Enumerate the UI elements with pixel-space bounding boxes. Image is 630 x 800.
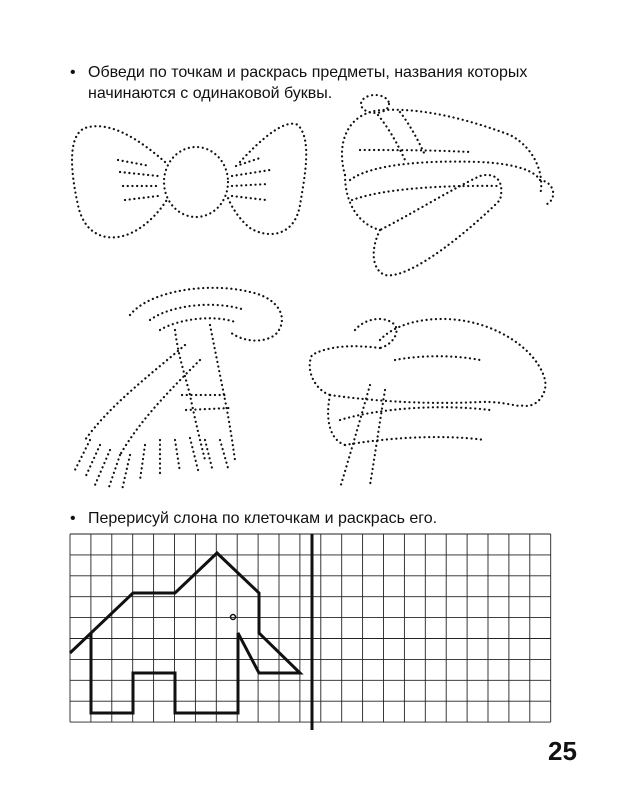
bullet: •	[70, 64, 76, 81]
elephant-outline	[70, 553, 300, 713]
grid-lines	[70, 534, 551, 722]
task-1-line-2: начинаются с одинаковой буквы.	[88, 85, 333, 102]
bullet: •	[70, 510, 76, 527]
elephant-eye	[231, 615, 236, 620]
task-2-line-1: Перерисуй слона по клеточкам и раскрась его.	[88, 510, 438, 527]
page-number: 25	[548, 736, 577, 766]
task-1-line-1: Обведи по точкам и раскрась предметы, названия которых	[88, 64, 528, 81]
